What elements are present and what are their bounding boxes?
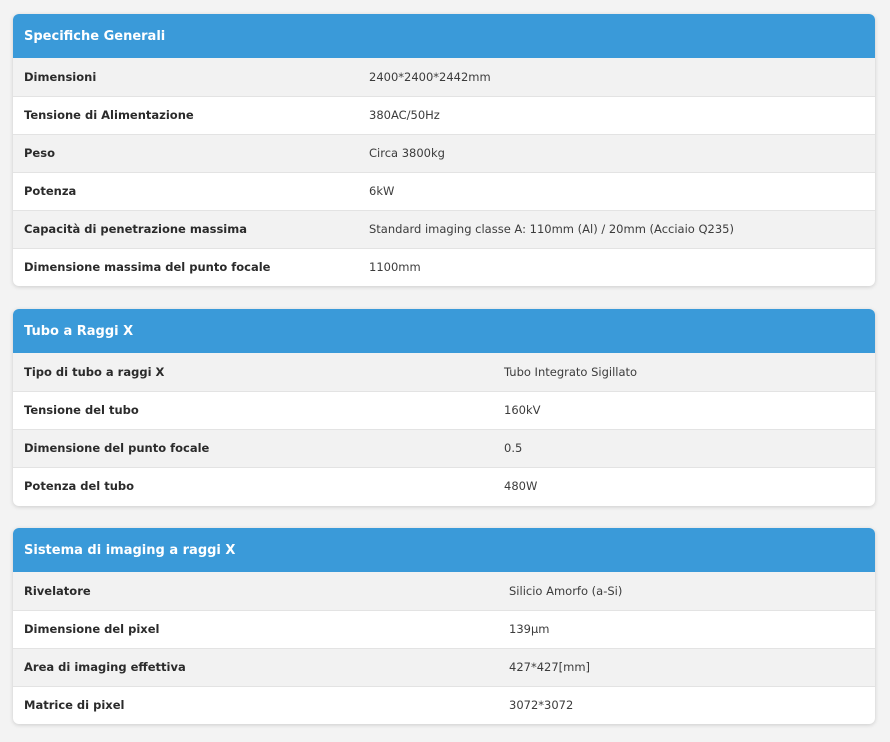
spec-value: Standard imaging classe A: 110mm (Al) / 20mm (Acciaio Q235) <box>369 222 734 236</box>
spec-label: Rivelatore <box>24 583 91 598</box>
spec-value: Circa 3800kg <box>369 146 445 160</box>
spec-label: Capacità di penetrazione massima <box>24 222 247 236</box>
spec-label: Tipo di tubo a raggi X <box>24 364 165 379</box>
spec-section-xray-tube <box>13 309 875 506</box>
spec-label: Potenza del tubo <box>24 479 135 494</box>
table-row <box>13 610 875 648</box>
spec-label: Tensione di Alimentazione <box>24 108 194 122</box>
spec-label: Dimensioni <box>24 69 97 84</box>
spec-table <box>13 353 875 505</box>
spec-label: Dimensione del pixel <box>24 622 160 636</box>
table-row <box>13 686 875 724</box>
table-row <box>13 248 875 286</box>
spec-label: Tensione del tubo <box>24 403 139 417</box>
section-title: Specifiche Generali <box>13 14 875 58</box>
table-row <box>13 210 875 248</box>
spec-value: 380AC/50Hz <box>369 108 440 122</box>
spec-value: 427*427[mm] <box>509 660 591 674</box>
spec-label: Potenza <box>24 184 77 198</box>
spec-value: Tubo Integrato Sigillato <box>504 364 638 379</box>
table-row <box>13 429 875 467</box>
spec-value: 160kV <box>504 403 541 417</box>
spec-label: Peso <box>24 146 55 160</box>
spec-value: 1100mm <box>369 260 421 275</box>
spec-section-general <box>13 14 875 286</box>
spec-value: 3072*3072 <box>509 698 574 713</box>
spec-label: Area di imaging effettiva <box>24 660 186 674</box>
spec-label: Dimensione del punto focale <box>24 441 210 455</box>
spec-section-xray-imaging <box>13 528 875 724</box>
spec-table <box>13 58 875 286</box>
section-title: Tubo a Raggi X <box>13 309 875 353</box>
spec-value: 2400*2400*2442mm <box>369 69 491 84</box>
spec-value: 6kW <box>369 184 395 198</box>
table-row <box>13 572 875 610</box>
spec-value: 0.5 <box>504 441 523 455</box>
table-row <box>13 134 875 172</box>
spec-value: 139μm <box>509 622 550 636</box>
section-title: Sistema di imaging a raggi X <box>13 528 875 572</box>
table-row <box>13 648 875 686</box>
spec-value: Silicio Amorfo (a-Si) <box>509 583 623 598</box>
table-row <box>13 391 875 429</box>
table-row <box>13 96 875 134</box>
spec-table <box>13 572 875 724</box>
spec-label: Matrice di pixel <box>24 698 125 713</box>
spec-value: 480W <box>504 479 538 494</box>
table-row <box>13 58 875 96</box>
spec-label: Dimensione massima del punto focale <box>24 260 271 275</box>
table-row <box>13 353 875 391</box>
table-row <box>13 467 875 505</box>
table-row <box>13 172 875 210</box>
